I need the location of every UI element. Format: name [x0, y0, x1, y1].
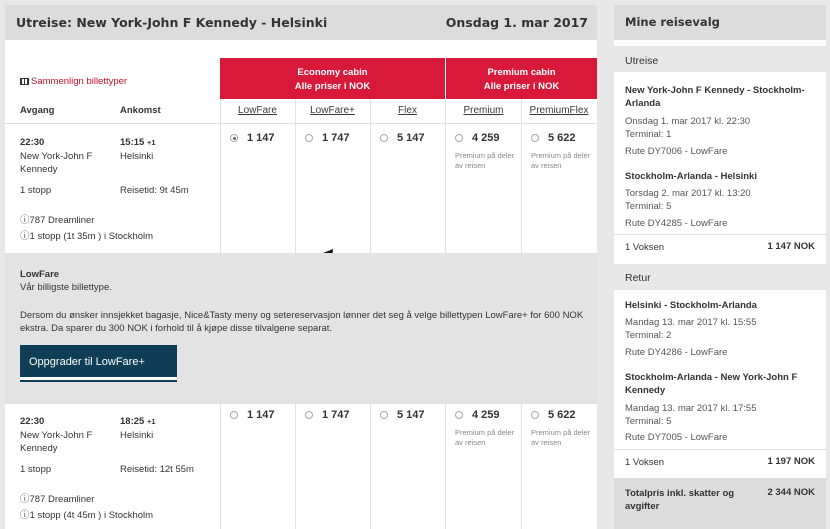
fare-col-lowfare[interactable]: LowFare: [238, 105, 277, 116]
divider: [614, 449, 826, 450]
duration: Reisetid: 9t 45m: [120, 185, 189, 196]
premium-note: Premium på deler av reisen: [455, 151, 515, 170]
premium-note: Premium på deler av reisen: [531, 428, 591, 447]
aircraft-info[interactable]: ⓘ787 Dreamliner: [20, 215, 95, 226]
fare-col-flex[interactable]: Flex: [398, 105, 417, 116]
fare-price: 1 747: [322, 132, 350, 144]
fare-price: 1 147: [247, 409, 275, 421]
divider: [370, 99, 371, 253]
leg-route: New York-John F Kennedy - Stockholm-Arlanda: [625, 85, 805, 109]
fare-radio-premiumflex[interactable]: [531, 411, 539, 419]
fare-price: 1 147: [247, 132, 275, 144]
total-price-bar: [614, 478, 826, 529]
stops: 1 stopp: [20, 464, 52, 475]
leg-time: Mandag 13. mar 2017 kl. 15:55: [625, 317, 757, 328]
departure-time: 22:30: [20, 416, 45, 427]
divider: [445, 403, 446, 529]
sidebar-title: Mine reisevalg: [625, 15, 720, 29]
leg-time: Mandag 13. mar 2017 kl. 17:55: [625, 403, 757, 414]
upgrade-button[interactable]: Oppgrader til LowFare+: [20, 345, 177, 380]
fare-price: 5 147: [397, 409, 425, 421]
leg-route: Helsinki - Stockholm-Arlanda: [625, 300, 757, 311]
return-price: 1 197 NOK: [767, 456, 815, 467]
fare-col-lowfare-plus[interactable]: LowFare+: [310, 105, 355, 116]
leg-terminal: Terminal: 2: [625, 330, 672, 341]
leg-flight: Rute DY4285 - LowFare: [625, 218, 728, 229]
divider: [521, 403, 522, 529]
total-price: 2 344 NOK: [767, 487, 815, 498]
fare-radio-premium[interactable]: [455, 134, 463, 142]
fare-price: 5 622: [548, 132, 576, 144]
premium-cabin-sub: Alle priser i NOK: [483, 81, 560, 92]
fare-radio-lowfare-plus[interactable]: [305, 134, 313, 142]
depart-col-label: Avgang: [20, 105, 55, 116]
flight-row-2[interactable]: [5, 403, 220, 529]
table-icon: [20, 78, 29, 85]
departure-airport: New York-John F Kennedy: [20, 430, 93, 454]
divider: [220, 403, 221, 529]
leg-flight: Rute DY4286 - LowFare: [625, 347, 728, 358]
fare-info-title: LowFare: [20, 269, 60, 280]
info-icon: ⓘ: [20, 231, 30, 242]
info-icon: ⓘ: [20, 494, 30, 505]
fare-price: 1 747: [322, 409, 350, 421]
premium-note: Premium på deler av reisen: [531, 151, 591, 170]
layover-info[interactable]: ⓘ1 stopp (4t 45m ) i Stockholm: [20, 510, 154, 521]
arrival-airport: Helsinki: [120, 430, 154, 441]
economy-cabin-header: [220, 58, 445, 99]
leg-time: Torsdag 2. mar 2017 kl. 13:20: [625, 188, 751, 199]
stops: 1 stopp: [20, 185, 52, 196]
fare-price: 4 259: [472, 132, 500, 144]
my-travel-choices-panel: [614, 5, 826, 529]
info-icon: ⓘ: [20, 510, 30, 521]
info-icon: ⓘ: [20, 215, 30, 226]
premium-cabin-title: Premium cabin: [487, 67, 556, 78]
arrival-time: 15:15 +1: [120, 137, 156, 148]
arrival-time: 18:25 +1: [120, 416, 156, 427]
fare-radio-lowfare[interactable]: [230, 134, 238, 142]
outbound-price: 1 147 NOK: [767, 241, 815, 252]
leg-terminal: Terminal: 5: [625, 416, 672, 427]
passenger-count: 1 Voksen: [625, 242, 665, 253]
arrive-col-label: Ankomst: [120, 105, 161, 116]
fare-radio-premium[interactable]: [455, 411, 463, 419]
travel-date: Onsdag 1. mar 2017: [445, 15, 588, 30]
departure-time: 22:30: [20, 137, 45, 148]
leg-time: Onsdag 1. mar 2017 kl. 22:30: [625, 116, 751, 127]
passenger-count: 1 Voksen: [625, 457, 665, 468]
divider: [445, 99, 446, 253]
route-title: Utreise: New York-John F Kennedy - Helsinki: [16, 15, 328, 30]
flight-selection-panel: [5, 5, 597, 529]
arrival-airport: Helsinki: [120, 151, 154, 162]
economy-cabin-sub: Alle priser i NOK: [294, 81, 371, 92]
fare-info-body: Dersom du ønsker innsjekket bagasje, Nice&Tasty meny og setereservasjon lønner det seg å velge billettypen LowFare+ for 600 NOK ekstra. Da sparer du 300 NOK i forhold til å kjøpe disse tilvalgene separat.: [20, 310, 584, 334]
divider: [614, 234, 826, 235]
divider: [220, 99, 221, 253]
fare-price: 4 259: [472, 409, 500, 421]
outbound-section-header: [614, 46, 826, 72]
divider: [295, 99, 296, 253]
return-section-header: [614, 264, 826, 290]
divider: [370, 403, 371, 529]
fare-radio-lowfare-plus[interactable]: [305, 411, 313, 419]
premium-note: Premium på deler av reisen: [455, 428, 515, 447]
compare-fares-label: Sammenlign billettyper: [31, 76, 128, 87]
fare-col-premium[interactable]: Premium: [463, 105, 504, 116]
fare-price: 5 147: [397, 132, 425, 144]
fare-info-panel: [5, 253, 597, 403]
sidebar-header: [614, 5, 826, 40]
return-label: Retur: [625, 272, 651, 284]
outbound-label: Utreise: [625, 55, 659, 67]
fare-info-subtitle: Vår billigste billettype.: [20, 282, 112, 293]
divider: [521, 99, 522, 253]
fare-col-premiumflex[interactable]: PremiumFlex: [529, 105, 589, 116]
fare-price: 5 622: [548, 409, 576, 421]
premium-cabin-header: [446, 58, 597, 99]
fare-radio-flex[interactable]: [380, 134, 388, 142]
flight-row-1[interactable]: [5, 124, 220, 253]
fare-radio-premiumflex[interactable]: [531, 134, 539, 142]
divider: [295, 403, 296, 529]
compare-fares-link[interactable]: [20, 76, 127, 87]
economy-cabin-title: Economy cabin: [297, 67, 368, 78]
leg-route: Stockholm-Arlanda - New York-John F Kennedy: [625, 372, 798, 396]
duration: Reisetid: 12t 55m: [120, 464, 194, 475]
leg-terminal: Terminal: 1: [625, 129, 672, 140]
leg-flight: Rute DY7005 - LowFare: [625, 432, 728, 443]
departure-airport: New York-John F Kennedy: [20, 151, 93, 175]
outbound-header: [5, 5, 597, 40]
total-label: Totalpris inkl. skatter og avgifter: [625, 488, 735, 512]
fare-radio-flex[interactable]: [380, 411, 388, 419]
leg-flight: Rute DY7006 - LowFare: [625, 146, 728, 157]
fare-radio-lowfare[interactable]: [230, 411, 238, 419]
leg-route: Stockholm-Arlanda - Helsinki: [625, 171, 757, 182]
aircraft-info[interactable]: ⓘ787 Dreamliner: [20, 494, 95, 505]
leg-terminal: Terminal: 5: [625, 201, 672, 212]
layover-info[interactable]: ⓘ1 stopp (1t 35m ) i Stockholm: [20, 231, 154, 242]
